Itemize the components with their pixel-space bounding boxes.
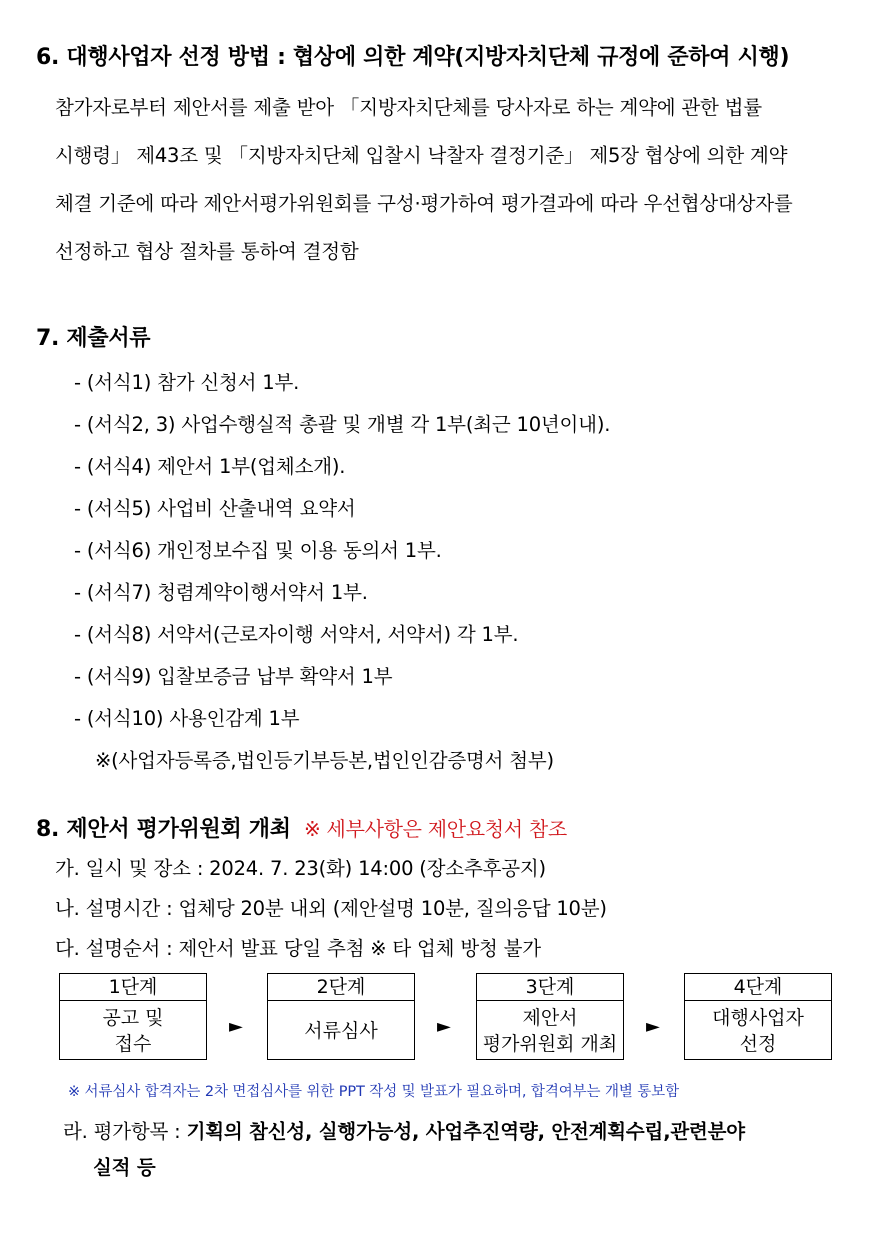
evaluation-criteria: 기획의 참신성, 실행가능성, 사업추진역량, 안전계획수립,관련분야 (186, 1120, 745, 1143)
arrow-right-icon: ► (229, 1016, 243, 1037)
document-list-item: - (서식10) 사용인감계 1부 (74, 707, 300, 730)
section6-line: 시행령」 제43조 및 「지방자치단체 입찰시 낙찰자 결정기준」 제5장 협상에 의한 계약 (55, 144, 788, 167)
step-title: 1단계 (60, 974, 206, 1001)
section8-title: 8. 제안서 평가위원회 개최 (36, 817, 291, 842)
step-title: 2단계 (268, 974, 414, 1001)
evaluation-items (63, 1116, 745, 1144)
document-list-item: - (서식6) 개인정보수집 및 이용 동의서 1부. (74, 539, 442, 562)
section7-heading: 7. 제출서류 (36, 326, 151, 351)
document-list-item: - (서식9) 입찰보증금 납부 확약서 1부 (74, 665, 393, 688)
section6-line: 선정하고 협상 절차를 통하여 결정함 (55, 240, 359, 263)
document-list-item: - (서식2, 3) 사업수행실적 총괄 및 개별 각 1부(최근 10년이내). (74, 413, 611, 436)
meeting-info-item: 가. 일시 및 장소 : 2024. 7. 23(화) 14:00 (장소추후공지) (55, 857, 546, 880)
section6-line: 체결 기준에 따라 제안서평가위원회를 구성·평가하여 평가결과에 따라 우선협상대상자를 (55, 192, 793, 215)
document-list-item: - (서식4) 제안서 1부(업체소개). (74, 455, 346, 478)
section8-heading-note: ※ 세부사항은 제안요청서 참조 (304, 817, 567, 841)
step-body: 대행사업자 선정 (712, 1006, 804, 1055)
step-body: 공고 및 접수 (102, 1006, 164, 1055)
step-box-2 (267, 973, 415, 1060)
step-box-4 (684, 973, 832, 1060)
document-list-item: - (서식8) 서약서(근로자이행 서약서, 서약서) 각 1부. (74, 623, 519, 646)
step-title: 4단계 (685, 974, 831, 1001)
meeting-info-item: 나. 설명시간 : 업체당 20분 내외 (제안설명 10분, 질의응답 10분) (55, 897, 607, 920)
attachment-note: ※(사업자등록증,법인등기부등본,법인인감증명서 첨부) (95, 749, 554, 772)
flow-note: ※ 서류심사 합격자는 2차 면접심사를 위한 PPT 작성 및 발표가 필요하며, 합격여부는 개별 통보함 (68, 1084, 679, 1100)
step-box-1 (59, 973, 207, 1060)
evaluation-criteria-cont: 실적 등 (93, 1156, 156, 1179)
step-body: 서류심사 (304, 1019, 378, 1042)
step-title: 3단계 (477, 974, 623, 1001)
arrow-right-icon: ► (437, 1016, 451, 1037)
arrow-right-icon: ► (646, 1016, 660, 1037)
meeting-info-item: 다. 설명순서 : 제안서 발표 당일 추첨 ※ 타 업체 방청 불가 (55, 937, 541, 960)
document-list-item: - (서식5) 사업비 산출내역 요약서 (74, 497, 356, 520)
document-list-item: - (서식1) 참가 신청서 1부. (74, 371, 300, 394)
section6-line: 참가자로부터 제안서를 제출 받아 「지방자치단체를 당사자로 하는 계약에 관한 법률 (55, 96, 762, 119)
step-box-3 (476, 973, 624, 1060)
evaluation-label: 라. 평가항목 : (63, 1120, 187, 1143)
step-body: 제안서 평가위원회 개최 (482, 1006, 618, 1055)
section8-heading (36, 812, 567, 843)
section6-heading: 6. 대행사업자 선정 방법 : 협상에 의한 계약(지방자치단체 규정에 준하여 시행) (36, 45, 790, 70)
document-list-item: - (서식7) 청렴계약이행서약서 1부. (74, 581, 368, 604)
